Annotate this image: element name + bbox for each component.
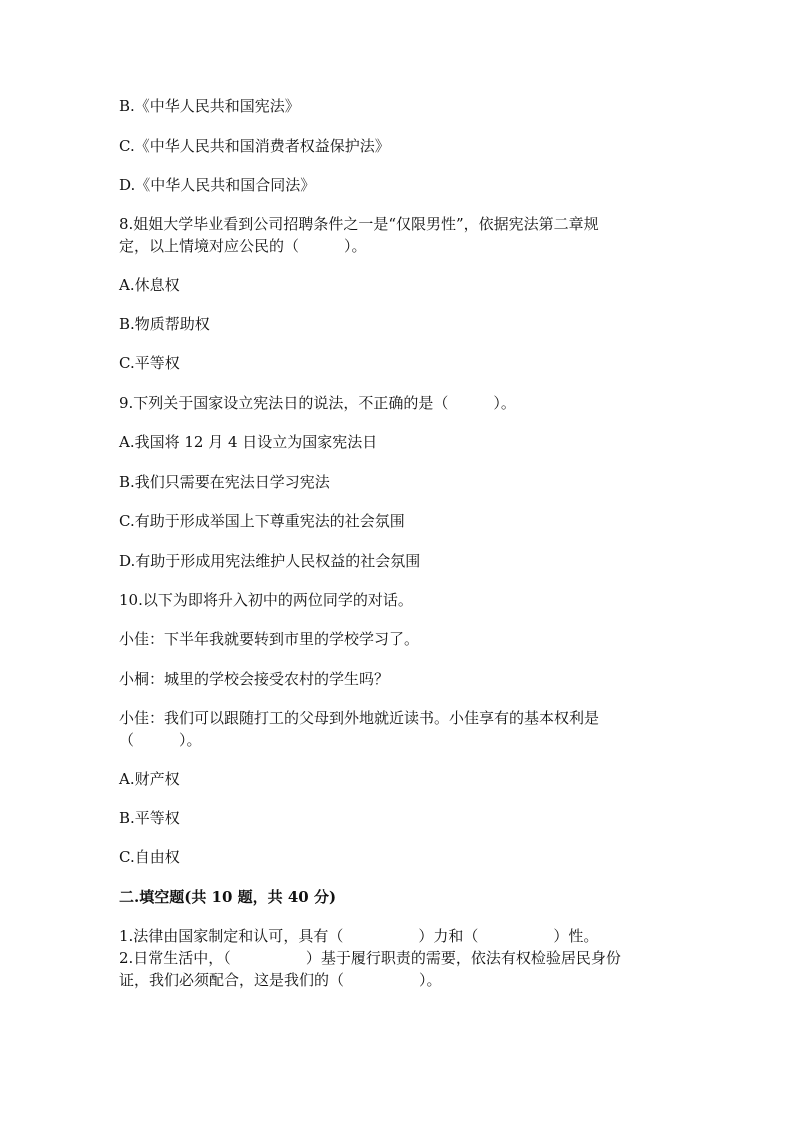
fill-q1: 1.法律由国家制定和认可，具有（ ）力和（ ）性。 xyxy=(119,927,599,945)
q8-option-b: B.物质帮助权 xyxy=(119,315,210,333)
q10-dialog-3-line1: 小佳：我们可以跟随打工的父母到外地就近读书。小佳享有的基本权利是 xyxy=(119,709,600,727)
q10-dialog-1: 小佳：下半年我就要转到市里的学校学习了。 xyxy=(119,630,420,648)
q9-option-c: C.有助于形成举国上下尊重宪法的社会氛围 xyxy=(119,512,405,530)
q10-dialog-2: 小桐：城里的学校会接受农村的学生吗？ xyxy=(119,670,390,688)
q9-option-d: D.有助于形成用宪法维护人民权益的社会氛围 xyxy=(119,552,421,570)
q9-option-b: B.我们只需要在宪法日学习宪法 xyxy=(119,473,330,491)
q8-option-a: A.休息权 xyxy=(119,276,180,294)
q7-option-c: C.《中华人民共和国消费者权益保护法》 xyxy=(119,137,390,155)
fill-q2-line1: 2.日常生活中，（ ）基于履行职责的需要，依法有权检验居民身份 xyxy=(119,949,621,967)
q10-option-a: A.财产权 xyxy=(119,770,180,788)
section-heading: 二.填空题(共 10 题，共 40 分) xyxy=(119,888,337,906)
fill-q2-line2: 证，我们必须配合，这是我们的（ ）。 xyxy=(119,971,442,989)
q10-dialog-3-line2: （ ）。 xyxy=(119,731,202,749)
q10-option-b: B.平等权 xyxy=(119,809,180,827)
q9-option-a: A.我国将 12 月 4 日设立为国家宪法日 xyxy=(119,433,378,451)
q7-option-d: D.《中华人民共和国合同法》 xyxy=(119,176,316,194)
q9-stem: 9.下列关于国家设立宪法日的说法，不正确的是（ ）。 xyxy=(119,394,516,412)
q7-option-b: B.《中华人民共和国宪法》 xyxy=(119,97,300,115)
q10-stem: 10.以下为即将升入初中的两位同学的对话。 xyxy=(119,591,413,609)
q8-stem-line1: 8.姐姐大学毕业看到公司招聘条件之一是“仅限男性”，依据宪法第二章规 xyxy=(119,215,599,233)
q10-option-c: C.自由权 xyxy=(119,848,180,866)
q8-option-c: C.平等权 xyxy=(119,354,180,372)
q8-stem-line2: 定，以上情境对应公民的（ ）。 xyxy=(119,237,367,255)
